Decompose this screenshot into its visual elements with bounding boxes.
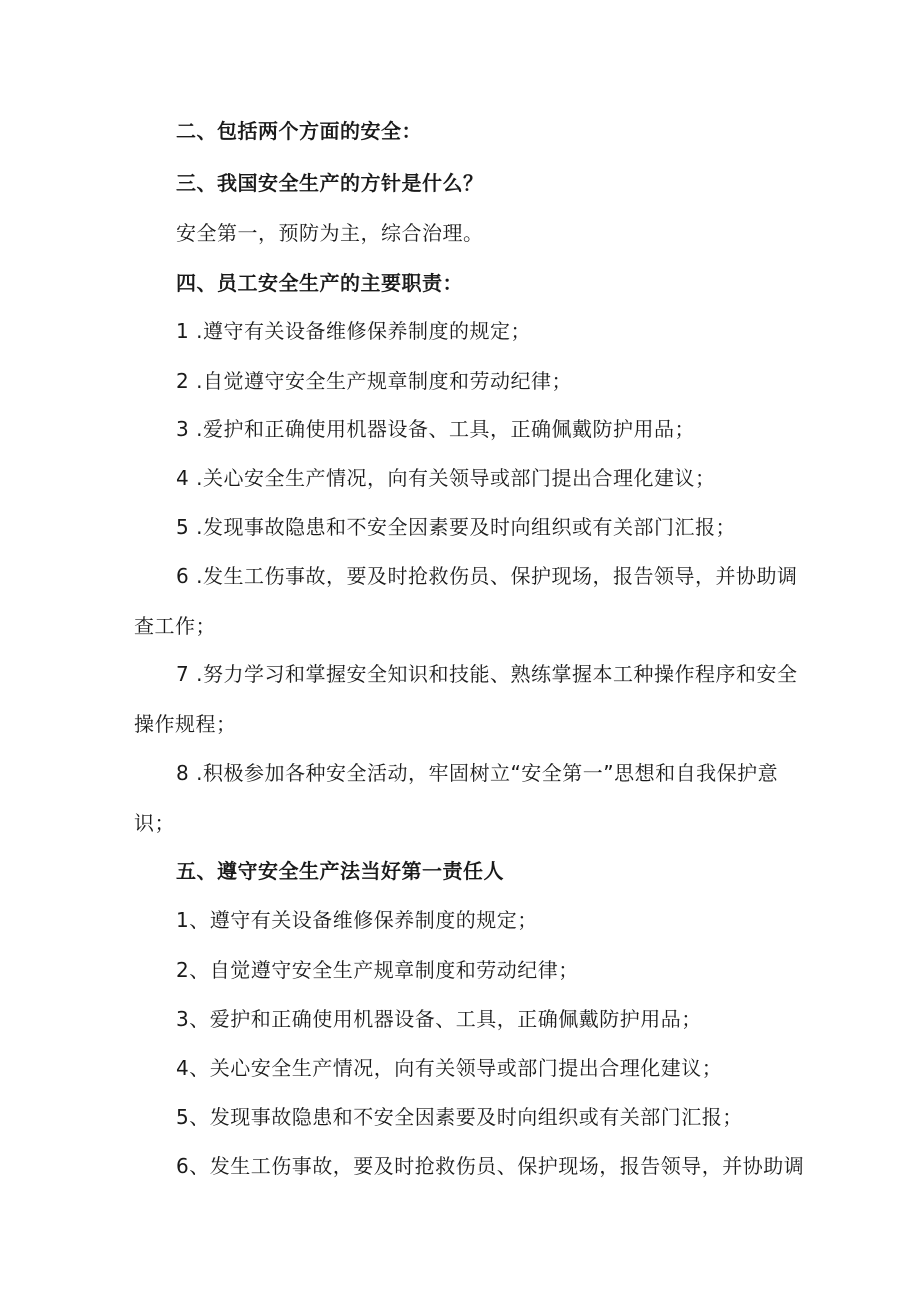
list-item: 6、发生工伤事故，要及时抢救伤员、保护现场，报告领导，并协助调 <box>176 1154 805 1178</box>
list-item: 4 .关心安全生产情况，向有关领导或部门提出合理化建议； <box>176 466 716 490</box>
list-item-continuation: 操作规程； <box>134 712 237 736</box>
heading-5: 五、遵守安全生产法当好第一责任人 <box>176 859 504 883</box>
list-item: 3 .爱护和正确使用机器设备、工具，正确佩戴防护用品； <box>176 417 695 441</box>
list-item: 5、发现事故隐患和不安全因素要及时向组织或有关部门汇报； <box>176 1105 743 1129</box>
paragraph-policy: 安全第一，预防为主，综合治理。 <box>176 221 484 245</box>
list-item: 5 .发现事故隐患和不安全因素要及时向组织或有关部门汇报； <box>176 515 736 539</box>
list-item: 3、爱护和正确使用机器设备、工具，正确佩戴防护用品； <box>176 1007 702 1031</box>
list-item: 7 .努力学习和掌握安全知识和技能、熟练掌握本工种操作程序和安全 <box>176 662 798 686</box>
list-item: 6 .发生工伤事故，要及时抢救伤员、保护现场，报告领导，并协助调 <box>176 564 798 588</box>
heading-3: 三、我国安全生产的方针是什么？ <box>176 171 484 195</box>
list-item: 8 .积极参加各种安全活动，牢固树立“安全第一”思想和自我保护意 <box>176 761 779 785</box>
list-item-continuation: 查工作； <box>134 614 216 638</box>
list-item: 4、关心安全生产情况，向有关领导或部门提出合理化建议； <box>176 1056 723 1080</box>
list-item: 1 .遵守有关设备维修保养制度的规定； <box>176 319 531 343</box>
list-item: 2、自觉遵守安全生产规章制度和劳动纪律； <box>176 958 579 982</box>
list-item: 1、遵守有关设备维修保养制度的规定； <box>176 908 538 932</box>
heading-2: 二、包括两个方面的安全： <box>176 119 422 143</box>
list-item: 2 .自觉遵守安全生产规章制度和劳动纪律； <box>176 369 572 393</box>
heading-4: 四、员工安全生产的主要职责： <box>176 271 463 295</box>
list-item-continuation: 识； <box>134 811 175 835</box>
